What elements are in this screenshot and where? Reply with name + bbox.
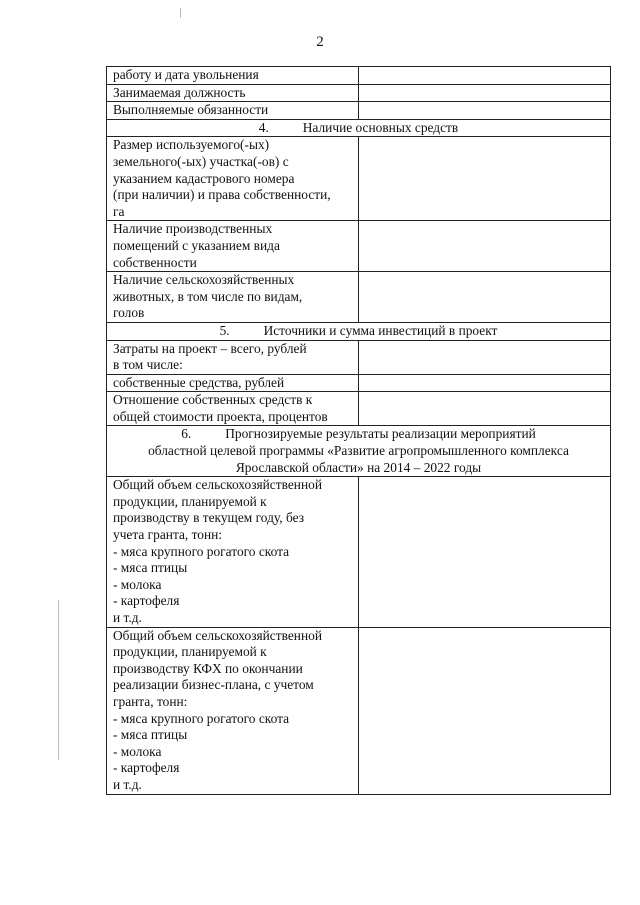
field-label-line: производству в текущем году, без xyxy=(113,510,304,526)
field-label-line: собственные средства, рублей xyxy=(113,374,285,390)
form-row xyxy=(107,84,611,102)
field-label-line: продукции, планируемой к xyxy=(113,493,267,509)
section-title-text: областной целевой программы «Развитие агропромышленного комплекса xyxy=(148,443,569,459)
field-value-cell[interactable] xyxy=(359,272,611,323)
field-label-line: Размер используемого(-ых) xyxy=(113,137,270,153)
field-label-line: работу и дата увольнения xyxy=(113,67,259,82)
section-title-line xyxy=(111,120,606,137)
form-row xyxy=(107,137,611,221)
field-label-line: - картофеля xyxy=(113,593,180,609)
field-label-line: га xyxy=(113,203,125,219)
field-value-cell[interactable] xyxy=(359,137,611,221)
field-label-line: реализации бизнес-плана, с учетом xyxy=(113,677,314,693)
section-title-line xyxy=(111,460,606,477)
field-label-line: голов xyxy=(113,305,145,321)
field-label xyxy=(107,102,359,120)
scan-artifact xyxy=(180,8,181,18)
form-row xyxy=(107,392,611,426)
field-label xyxy=(107,67,359,85)
field-label-line: общей стоимости проекта, процентов xyxy=(113,408,328,424)
field-label-line: и т.д. xyxy=(113,610,142,625)
section-title-line xyxy=(111,323,606,340)
field-label-line: - мяса крупного рогатого скота xyxy=(113,543,290,559)
field-value-cell[interactable] xyxy=(359,84,611,102)
field-label xyxy=(107,84,359,102)
field-value-cell[interactable] xyxy=(359,477,611,627)
field-label-line: Затраты на проект – всего, рублей xyxy=(113,340,307,356)
field-label xyxy=(107,137,359,221)
form-row xyxy=(107,272,611,323)
field-label xyxy=(107,392,359,426)
section-title-text: Ярославской области» на 2014 – 2022 годы xyxy=(235,459,482,475)
field-label xyxy=(107,627,359,794)
field-label xyxy=(107,477,359,627)
field-label-line: в том числе: xyxy=(113,357,183,373)
application-form-table xyxy=(106,66,611,795)
field-label-line: Занимаемая должность xyxy=(113,84,246,100)
page-number: 2 xyxy=(316,34,324,50)
field-label-line: производству КФХ по окончании xyxy=(113,660,303,676)
section-title xyxy=(107,426,611,477)
field-label-line: Выполняемые обязанности xyxy=(113,102,269,118)
field-label-line: помещений с указанием вида xyxy=(113,237,280,253)
field-label-line: земельного(-ых) участка(-ов) с xyxy=(113,153,289,169)
field-label xyxy=(107,340,359,374)
field-value-cell[interactable] xyxy=(359,627,611,794)
field-label xyxy=(107,374,359,392)
field-label xyxy=(107,272,359,323)
form-row xyxy=(107,477,611,627)
form-row xyxy=(107,627,611,794)
field-label-line: Общий объем сельскохозяйственной xyxy=(113,477,322,493)
field-label-line: Наличие производственных xyxy=(113,221,273,237)
form-row xyxy=(107,340,611,374)
field-label-line: учета гранта, тонн: xyxy=(113,527,223,543)
field-value-cell[interactable] xyxy=(359,102,611,120)
section-title-text: Прогнозируемые результаты реализации мероприятий xyxy=(225,426,536,442)
field-label-line: - молока xyxy=(113,576,162,592)
form-body xyxy=(107,67,611,795)
field-value-cell[interactable] xyxy=(359,340,611,374)
section-number: 4. xyxy=(258,119,269,135)
section-title xyxy=(107,322,611,340)
section-number: 6. xyxy=(181,426,192,442)
section-title-line xyxy=(111,426,606,443)
field-label-line: - картофеля xyxy=(113,760,180,776)
field-label-line: - мяса птицы xyxy=(113,727,188,743)
form-row xyxy=(107,67,611,85)
field-label-line: Наличие сельскохозяйственных xyxy=(113,272,295,288)
section-header-row xyxy=(107,322,611,340)
section-title-line xyxy=(111,443,606,460)
field-value-cell[interactable] xyxy=(359,374,611,392)
section-title-text: Источники и сумма инвестиций в проект xyxy=(263,322,498,338)
field-value-cell[interactable] xyxy=(359,67,611,85)
section-number: 5. xyxy=(219,322,230,338)
field-label xyxy=(107,221,359,272)
field-label-line: (при наличии) и права собственности, xyxy=(113,187,331,203)
field-value-cell[interactable] xyxy=(359,221,611,272)
field-label-line: Отношение собственных средств к xyxy=(113,392,313,408)
form-row xyxy=(107,374,611,392)
field-label-line: собственности xyxy=(113,254,197,270)
field-label-line: и т.д. xyxy=(113,776,142,792)
field-label-line: гранта, тонн: xyxy=(113,693,188,709)
field-label-line: продукции, планируемой к xyxy=(113,644,267,660)
scan-artifact xyxy=(58,600,59,760)
field-label-line: животных, в том числе по видам, xyxy=(113,288,303,304)
field-label-line: - мяса крупного рогатого скота xyxy=(113,710,290,726)
field-label-line: указанием кадастрового номера xyxy=(113,170,295,186)
field-label-line: - молока xyxy=(113,743,162,759)
field-value-cell[interactable] xyxy=(359,392,611,426)
section-title xyxy=(107,119,611,137)
field-label-line: - мяса птицы xyxy=(113,560,188,576)
section-header-row xyxy=(107,426,611,477)
form-row xyxy=(107,221,611,272)
field-label-line: Общий объем сельскохозяйственной xyxy=(113,627,322,643)
section-title-text: Наличие основных средств xyxy=(302,119,459,135)
section-header-row xyxy=(107,119,611,137)
form-row xyxy=(107,102,611,120)
